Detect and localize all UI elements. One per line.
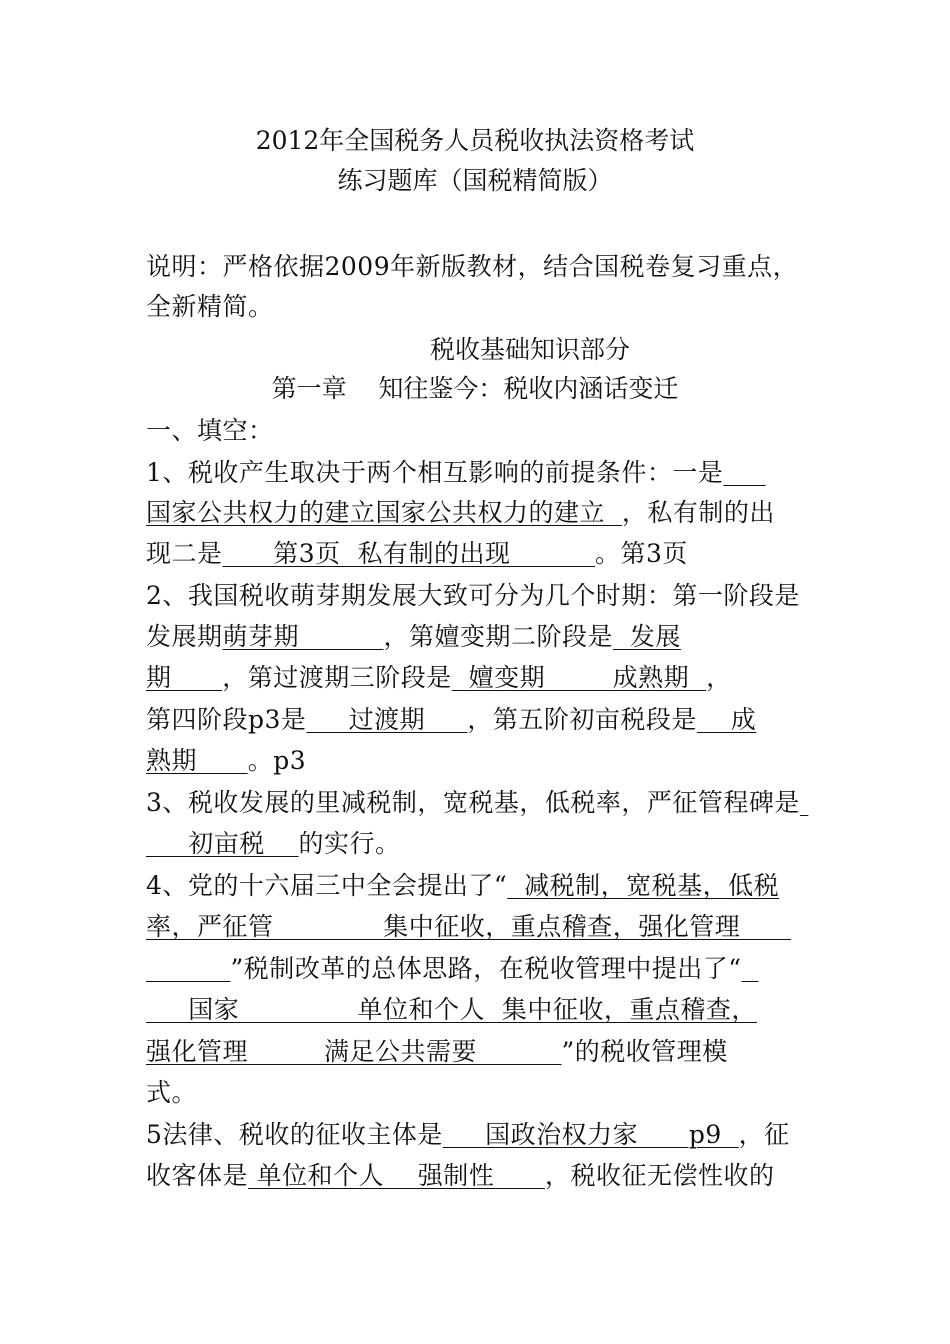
text-segment: 收客体是 xyxy=(146,1161,249,1190)
text-segment: 现二是 xyxy=(146,539,223,568)
text-line xyxy=(146,500,775,525)
answer-blank: 发展 xyxy=(613,622,681,651)
text-segment: 的实行。 xyxy=(298,829,401,858)
text-line xyxy=(146,624,681,649)
text-line xyxy=(146,541,688,566)
text-line xyxy=(146,873,779,898)
note-line-1: 说明：严格依据2009年新版教材，结合国税卷复习重点， xyxy=(146,252,799,281)
answer-blank: 率，严征管 集中征收，重点稽查，强化管理 xyxy=(146,912,791,941)
answer-blank xyxy=(146,954,230,983)
text-line xyxy=(146,914,791,939)
answer-blank: 萌芽期 xyxy=(222,622,384,651)
document-title: 2012年全国税务人员税收执法资格考试 xyxy=(255,126,695,155)
answer-blank: 强化管理 满足公共需要 xyxy=(146,1037,562,1066)
text-segment: ， xyxy=(706,663,732,692)
section-heading: 一、填空： xyxy=(146,416,274,445)
text-line xyxy=(146,707,756,732)
answer-blank: 成 xyxy=(696,705,757,734)
answer-blank: 初亩税 xyxy=(146,829,299,858)
text-segment: ，税收征无偿性收的 xyxy=(544,1161,775,1190)
text-line xyxy=(146,1122,790,1147)
answer-blank: 嬗变期 成熟期 xyxy=(451,663,707,692)
text-segment: 。第3页 xyxy=(594,539,688,568)
text-segment: 1、税收产生取决于两个相互影响的前提条件：一是 xyxy=(146,458,724,487)
text-line xyxy=(146,1080,197,1105)
answer-blank xyxy=(742,954,759,983)
document-subtitle: 练习题库（国税精简版） xyxy=(337,166,613,195)
text-segment: 式。 xyxy=(146,1078,198,1107)
text-segment: 5法律、税收的征收主体是 xyxy=(146,1120,443,1149)
text-segment: ，第嬗变期二阶段是 xyxy=(383,622,613,651)
text-segment: 发展期 xyxy=(146,622,223,651)
text-segment: ”的税收管理模 xyxy=(561,1037,728,1066)
text-line xyxy=(146,831,401,856)
answer-blank xyxy=(800,788,808,817)
answer-blank: 减税制，宽税基，低税 xyxy=(507,871,780,900)
text-segment: ”税制改革的总体思路，在税收管理中提出了“ xyxy=(230,954,742,983)
text-line xyxy=(146,748,306,773)
text-line xyxy=(146,665,732,690)
text-line xyxy=(146,1039,728,1064)
text-line xyxy=(146,1163,774,1188)
text-segment: 2、我国税收萌芽期发展大致可分为几个时期：第一阶段是 xyxy=(146,581,800,610)
text-segment: ，征 xyxy=(738,1120,790,1149)
text-segment: 3、税收发展的里减税制，宽税基，低税率，严征管程碑是 xyxy=(146,788,800,817)
answer-blank: 国家 单位和个人 集中征收，重点稽查， xyxy=(146,995,757,1024)
answer-blank: 国政治权力家 p9 xyxy=(442,1120,739,1149)
chapter-heading: 第一章 知往鉴今：税收内涵话变迁 xyxy=(271,374,679,403)
text-segment: ，第过渡期三阶段是 xyxy=(222,663,452,692)
text-line xyxy=(146,583,800,608)
text-segment: 。p3 xyxy=(247,746,307,775)
answer-blank: 熟期 xyxy=(146,746,248,775)
answer-blank: 国家公共权力的建立国家公共权力的建立 xyxy=(146,498,622,527)
text-line xyxy=(146,956,758,981)
text-segment: ，第五阶初亩税段是 xyxy=(467,705,697,734)
part-heading: 税收基础知识部分 xyxy=(429,335,630,364)
text-line xyxy=(146,460,766,485)
answer-blank: 单位和个人 强制性 xyxy=(248,1161,545,1190)
answer-blank: 期 xyxy=(146,663,223,692)
note-line-2: 全新精简。 xyxy=(146,292,274,321)
text-segment: 第四阶段p3是 xyxy=(146,705,307,734)
answer-blank xyxy=(723,458,765,487)
text-segment: 4、党的十六届三中全会提出了“ xyxy=(146,871,508,900)
answer-blank: 第3页 私有制的出现 xyxy=(222,539,595,568)
text-line xyxy=(146,997,757,1022)
text-segment: ，私有制的出 xyxy=(621,498,775,527)
text-line xyxy=(146,790,808,815)
answer-blank: 过渡期 xyxy=(306,705,468,734)
